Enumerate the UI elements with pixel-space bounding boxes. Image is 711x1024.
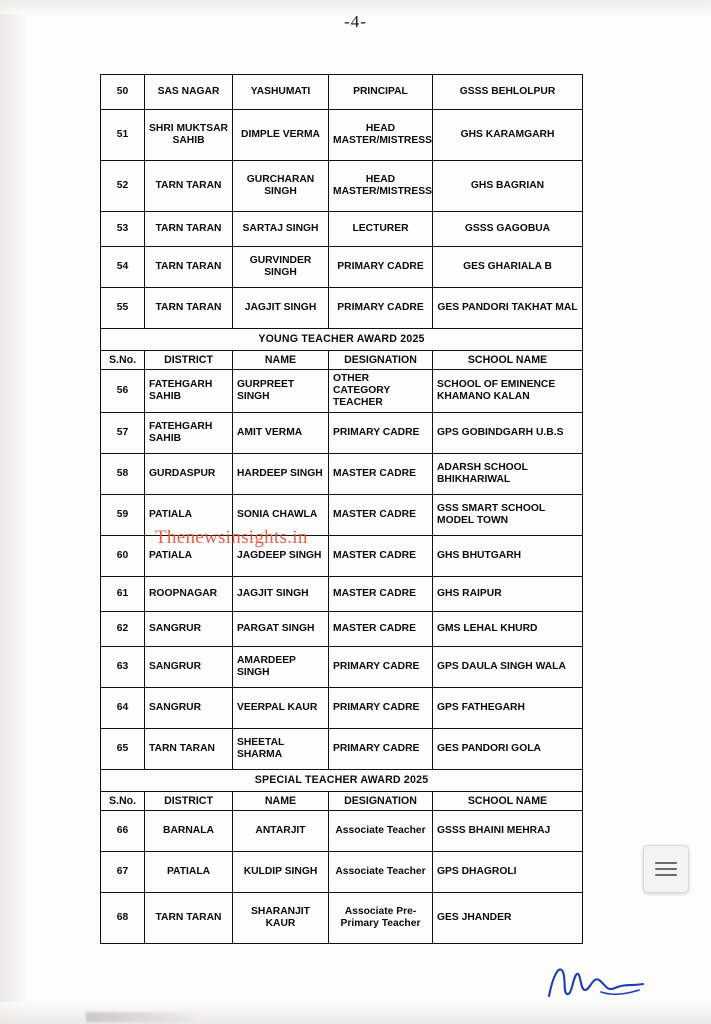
cell-designation: PRINCIPAL: [329, 75, 433, 110]
cell-designation: MASTER CADRE: [329, 612, 433, 647]
cell-district: TARN TARAN: [145, 161, 233, 212]
scan-shadow-left: [0, 0, 26, 1024]
awards-table-container: [100, 74, 582, 944]
cell-sno: 53: [101, 212, 145, 247]
cell-school: GPS DHAGROLI: [433, 852, 583, 893]
cell-sno: 60: [101, 536, 145, 577]
table-row: [101, 811, 583, 852]
cell-sno: 62: [101, 612, 145, 647]
column-header-designation: DESIGNATION: [329, 350, 433, 370]
cell-sno: 55: [101, 288, 145, 329]
cell-district: SANGRUR: [145, 688, 233, 729]
cell-designation: Associate Teacher: [329, 811, 433, 852]
cell-designation: MASTER CADRE: [329, 577, 433, 612]
cell-name: DIMPLE VERMA: [233, 110, 329, 161]
awards-table-body: [101, 75, 583, 944]
cell-sno: 64: [101, 688, 145, 729]
table-row: [101, 75, 583, 110]
cell-designation: MASTER CADRE: [329, 495, 433, 536]
cell-designation: PRIMARY CADRE: [329, 729, 433, 770]
page-number: -4-: [344, 12, 367, 31]
cell-school: GPS FATHEGARH: [433, 688, 583, 729]
table-row: [101, 454, 583, 495]
table-row: [101, 247, 583, 288]
cell-school: SCHOOL OF EMINENCE KHAMANO KALAN: [433, 370, 583, 413]
column-header-district: DISTRICT: [145, 350, 233, 370]
cell-district: TARN TARAN: [145, 729, 233, 770]
cell-school: GES GHARIALA B: [433, 247, 583, 288]
cell-sno: 66: [101, 811, 145, 852]
cell-designation: HEAD MASTER/MISTRESS: [329, 110, 433, 161]
cell-name: SHEETAL SHARMA: [233, 729, 329, 770]
cell-designation: LECTURER: [329, 212, 433, 247]
table-row: [101, 688, 583, 729]
cell-district: GURDASPUR: [145, 454, 233, 495]
table-row: [101, 893, 583, 944]
column-header-sno: S.No.: [101, 791, 145, 811]
table-row: [101, 288, 583, 329]
menu-icon: [655, 862, 677, 876]
cell-school: GES PANDORI TAKHAT MAL: [433, 288, 583, 329]
column-header-name: NAME: [233, 791, 329, 811]
cell-district: BARNALA: [145, 811, 233, 852]
cell-school: GHS BAGRIAN: [433, 161, 583, 212]
cell-district: TARN TARAN: [145, 288, 233, 329]
cell-sno: 50: [101, 75, 145, 110]
cell-name: JAGJIT SINGH: [233, 288, 329, 329]
cell-sno: 58: [101, 454, 145, 495]
cell-school: GHS KARAMGARH: [433, 110, 583, 161]
cell-district: PATIALA: [145, 852, 233, 893]
table-row: [101, 536, 583, 577]
cell-name: AMIT VERMA: [233, 413, 329, 454]
column-header-row: [101, 350, 583, 370]
column-header-name: NAME: [233, 350, 329, 370]
section-title-row: [101, 770, 583, 792]
cell-school: GSS SMART SCHOOL MODEL TOWN: [433, 495, 583, 536]
table-row: [101, 161, 583, 212]
cell-designation: MASTER CADRE: [329, 536, 433, 577]
cell-name: HARDEEP SINGH: [233, 454, 329, 495]
cell-designation: Associate Teacher: [329, 852, 433, 893]
table-row: [101, 370, 583, 413]
cell-sno: 56: [101, 370, 145, 413]
cell-name: GURPREET SINGH: [233, 370, 329, 413]
cell-name: VEERPAL KAUR: [233, 688, 329, 729]
cell-school: GPS GOBINDGARH U.B.S: [433, 413, 583, 454]
cell-sno: 67: [101, 852, 145, 893]
table-row: [101, 212, 583, 247]
cell-sno: 61: [101, 577, 145, 612]
section-title-row: [101, 329, 583, 351]
cell-designation: HEAD MASTER/MISTRESS: [329, 161, 433, 212]
table-row: [101, 729, 583, 770]
cell-sno: 65: [101, 729, 145, 770]
cell-sno: 57: [101, 413, 145, 454]
column-header-designation: DESIGNATION: [329, 791, 433, 811]
cell-district: PATIALA: [145, 536, 233, 577]
signature-mark: [543, 956, 653, 1002]
cell-school: GES PANDORI GOLA: [433, 729, 583, 770]
cell-district: PATIALA: [145, 495, 233, 536]
cell-school: GSSS GAGOBUA: [433, 212, 583, 247]
cell-designation: PRIMARY CADRE: [329, 688, 433, 729]
cell-district: SAS NAGAR: [145, 75, 233, 110]
cell-sno: 68: [101, 893, 145, 944]
cell-name: JAGDEEP SINGH: [233, 536, 329, 577]
cell-district: TARN TARAN: [145, 247, 233, 288]
cell-district: FATEHGARH SAHIB: [145, 370, 233, 413]
watermark-text: Thenewsinsights.in: [155, 527, 308, 548]
table-row: [101, 413, 583, 454]
cell-name: ANTARJIT: [233, 811, 329, 852]
cell-sno: 54: [101, 247, 145, 288]
cell-name: JAGJIT SINGH: [233, 577, 329, 612]
cell-designation: PRIMARY CADRE: [329, 288, 433, 329]
column-header-district: DISTRICT: [145, 791, 233, 811]
cell-school: GES JHANDER: [433, 893, 583, 944]
cell-name: GURVINDER SINGH: [233, 247, 329, 288]
cell-designation: PRIMARY CADRE: [329, 413, 433, 454]
table-row: [101, 577, 583, 612]
cell-sno: 52: [101, 161, 145, 212]
cell-district: FATEHGARH SAHIB: [145, 413, 233, 454]
cell-name: PARGAT SINGH: [233, 612, 329, 647]
table-row: [101, 110, 583, 161]
cell-name: SHARANJIT KAUR: [233, 893, 329, 944]
cell-designation: MASTER CADRE: [329, 454, 433, 495]
section-title: YOUNG TEACHER AWARD 2025: [101, 329, 583, 351]
table-row: [101, 612, 583, 647]
table-row: [101, 495, 583, 536]
table-row: [101, 852, 583, 893]
cell-school: GMS LEHAL KHURD: [433, 612, 583, 647]
column-header-school: SCHOOL NAME: [433, 791, 583, 811]
cell-district: SANGRUR: [145, 612, 233, 647]
cell-sno: 51: [101, 110, 145, 161]
cell-sno: 59: [101, 495, 145, 536]
floating-menu-button[interactable]: [643, 845, 689, 893]
cell-name: SONIA CHAWLA: [233, 495, 329, 536]
section-title: SPECIAL TEACHER AWARD 2025: [101, 770, 583, 792]
page-footer-smudge: [86, 1012, 206, 1022]
cell-school: GSSS BEHLOLPUR: [433, 75, 583, 110]
cell-school: GSSS BHAINI MEHRAJ: [433, 811, 583, 852]
cell-designation: Associate Pre-Primary Teacher: [329, 893, 433, 944]
cell-designation: OTHER CATEGORY TEACHER: [329, 370, 433, 413]
cell-name: GURCHARAN SINGH: [233, 161, 329, 212]
cell-district: SANGRUR: [145, 647, 233, 688]
cell-district: SHRI MUKTSAR SAHIB: [145, 110, 233, 161]
cell-school: GHS BHUTGARH: [433, 536, 583, 577]
column-header-sno: S.No.: [101, 350, 145, 370]
column-header-row: [101, 791, 583, 811]
table-row: [101, 647, 583, 688]
cell-name: YASHUMATI: [233, 75, 329, 110]
cell-school: ADARSH SCHOOL BHIKHARIWAL: [433, 454, 583, 495]
column-header-school: SCHOOL NAME: [433, 350, 583, 370]
cell-district: TARN TARAN: [145, 212, 233, 247]
cell-name: KULDIP SINGH: [233, 852, 329, 893]
cell-designation: PRIMARY CADRE: [329, 647, 433, 688]
cell-school: GPS DAULA SINGH WALA: [433, 647, 583, 688]
cell-sno: 63: [101, 647, 145, 688]
cell-name: SARTAJ SINGH: [233, 212, 329, 247]
cell-district: TARN TARAN: [145, 893, 233, 944]
cell-designation: PRIMARY CADRE: [329, 247, 433, 288]
cell-name: AMARDEEP SINGH: [233, 647, 329, 688]
cell-district: ROOPNAGAR: [145, 577, 233, 612]
cell-school: GHS RAIPUR: [433, 577, 583, 612]
awards-table: [100, 74, 583, 944]
